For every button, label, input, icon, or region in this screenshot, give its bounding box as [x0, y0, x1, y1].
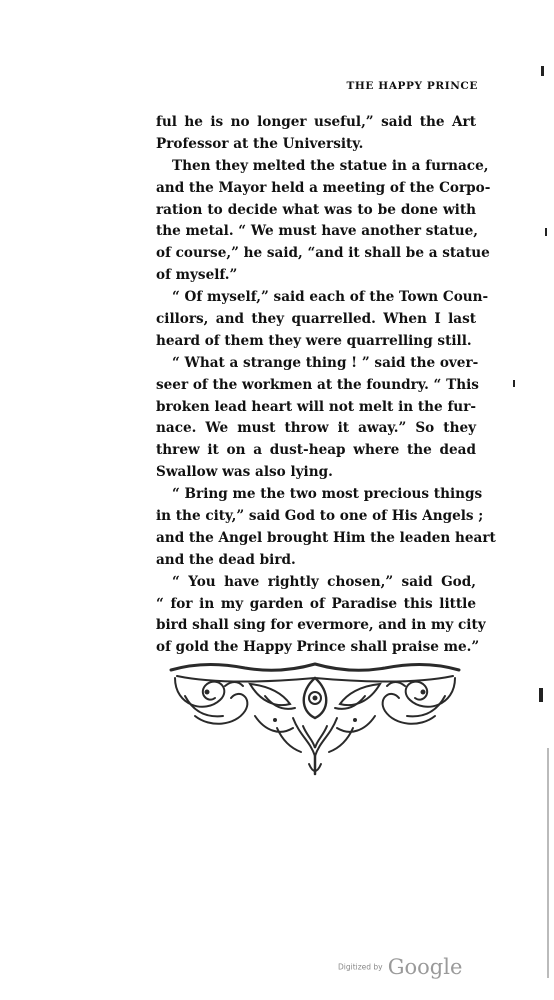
text-line: ful he is no longer useful,” said the Art	[156, 114, 476, 130]
text-line: ration to decide what was to be done with	[156, 201, 476, 218]
text-line: broken lead heart will not melt in the fur-	[156, 398, 476, 415]
text-line: the metal. “ We must have another statue,	[156, 223, 479, 240]
text-line: “ You have rightly chosen,” said God,	[172, 573, 476, 590]
text-line: “ Of myself,” said each of the Town Coun-	[172, 289, 489, 306]
text-line: in the city,” said God to one of His Angels ;	[156, 508, 484, 525]
scan-edge-mark	[547, 748, 549, 978]
digitized-by-label: Digitized by	[338, 962, 383, 972]
text-line: and the Mayor held a meeting of the Corpo-	[156, 179, 491, 196]
text-line: heard of them they were quarrelling still.	[156, 332, 472, 349]
text-line: “ What a strange thing ! ” said the over-	[172, 354, 479, 371]
scan-edge-mark	[545, 228, 547, 236]
text-line: “ Bring me the two most precious things	[172, 486, 483, 503]
text-line: seer of the workmen at the foundry. “ This	[156, 376, 479, 393]
text-line: Swallow was also lying.	[156, 464, 333, 481]
text-line: of course,” he said, “and it shall be a statue	[156, 245, 490, 262]
text-line: Professor at the University.	[156, 135, 364, 152]
text-line: nace. We must throw it away.” So they	[156, 420, 476, 437]
google-logo: Google	[387, 955, 463, 979]
scan-edge-mark	[513, 380, 515, 387]
digitized-by-google-watermark	[338, 955, 462, 979]
floral-tailpiece-ornament-icon	[165, 656, 465, 781]
page-body-text	[156, 112, 496, 659]
text-line: of gold the Happy Prince shall praise me.”	[156, 639, 480, 656]
scan-edge-mark	[541, 66, 544, 76]
text-line: threw it on a dust-heap where the dead	[156, 442, 476, 459]
text-line: “ for in my garden of Paradise this little	[156, 595, 476, 612]
running-head: THE HAPPY PRINCE	[346, 80, 478, 92]
text-line: and the Angel brought Him the leaden heart	[156, 529, 496, 546]
scan-edge-mark	[539, 688, 543, 702]
text-line: bird shall sing for evermore, and in my city	[156, 617, 486, 634]
text-line: of myself.”	[156, 267, 238, 284]
text-line: and the dead bird.	[156, 551, 296, 568]
text-line: Then they melted the statue in a furnace,	[172, 157, 489, 174]
text-line: cillors, and they quarrelled. When I last	[156, 311, 476, 328]
